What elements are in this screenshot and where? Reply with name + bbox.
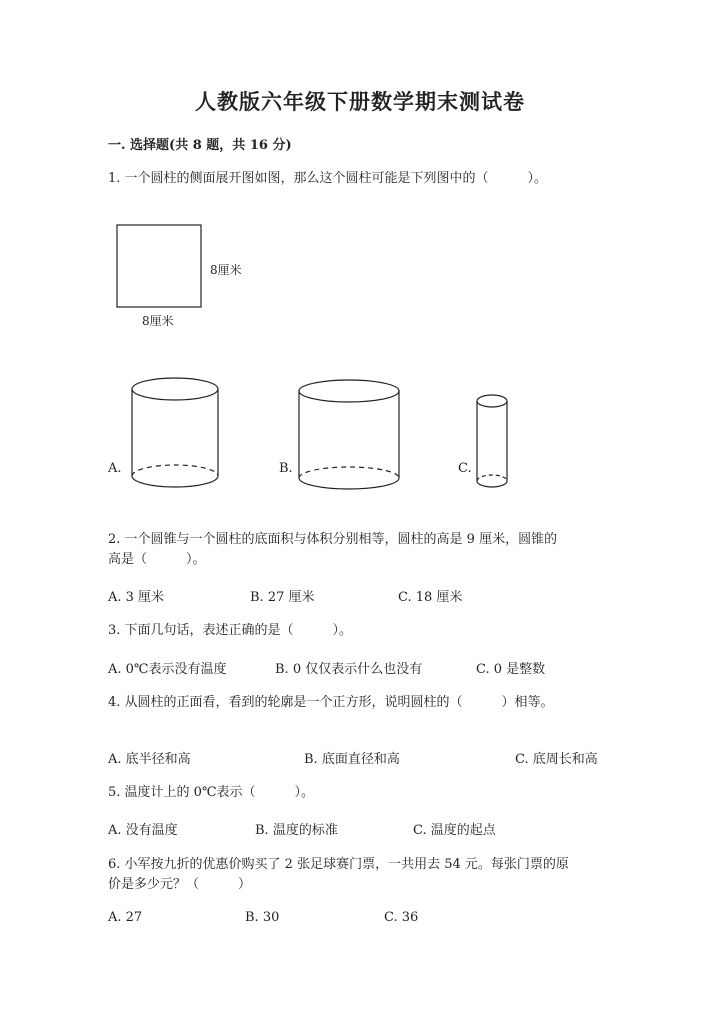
page-title: 人教版六年级下册数学期末测试卷 [195,89,525,114]
q4-option-c[interactable]: C. 底周长和高 [515,752,598,767]
q1-option-b[interactable]: B. [279,461,293,476]
side-length-label: 8厘米 [210,263,242,277]
q5-option-b[interactable]: B. 温度的标准 [255,823,338,838]
cylinder-c-figure [474,392,514,492]
question-2-line-1: 2. 一个圆锥与一个圆柱的底面积与体积分别相等，圆柱的高是 9 厘米，圆锥的 [108,532,558,547]
unfolded-square-figure [116,224,206,314]
cylinder-a-figure [128,377,224,492]
question-6-line-1: 6. 小军按九折的优惠价购买了 2 张足球赛门票，一共用去 54 元。每张门票的原 [108,857,569,872]
question-3: 3. 下面几句话，表述正确的是（ ）。 [108,623,353,638]
question-1: 1. 一个圆柱的侧面展开图如图，那么这个圆柱可能是下列图中的（ ）。 [108,171,548,186]
question-2-line-2: 高是（ ）。 [108,552,206,567]
question-4: 4. 从圆柱的正面看，看到的轮廓是一个正方形，说明圆柱的（ ）相等。 [108,695,554,710]
q4-option-a[interactable]: A. 底半径和高 [108,752,191,767]
q6-option-b[interactable]: B. 30 [245,910,280,925]
q5-option-c[interactable]: C. 温度的起点 [413,823,496,838]
q3-option-b[interactable]: B. 0 仅仅表示什么也没有 [275,662,423,677]
q1-option-c[interactable]: C. [458,461,472,476]
q2-option-b[interactable]: B. 27 厘米 [250,590,315,605]
bottom-length-label: 8厘米 [142,314,174,328]
section-heading: 一. 选择题(共 8 题，共 16 分) [108,138,292,153]
question-6-line-2: 价是多少元？（ ） [108,877,252,892]
q2-option-c[interactable]: C. 18 厘米 [398,590,463,605]
q6-option-c[interactable]: C. 36 [384,910,419,925]
q4-option-b[interactable]: B. 底面直径和高 [304,752,400,767]
q6-option-a[interactable]: A. 27 [108,910,143,925]
q2-option-a[interactable]: A. 3 厘米 [108,590,165,605]
q3-option-a[interactable]: A. 0℃表示没有温度 [108,662,227,677]
q1-option-a[interactable]: A. [108,461,122,476]
question-5: 5. 温度计上的 0℃表示（ ）。 [108,785,314,800]
q3-option-c[interactable]: C. 0 是整数 [476,662,546,677]
cylinder-b-figure [296,379,406,494]
q5-option-a[interactable]: A. 没有温度 [108,823,178,838]
